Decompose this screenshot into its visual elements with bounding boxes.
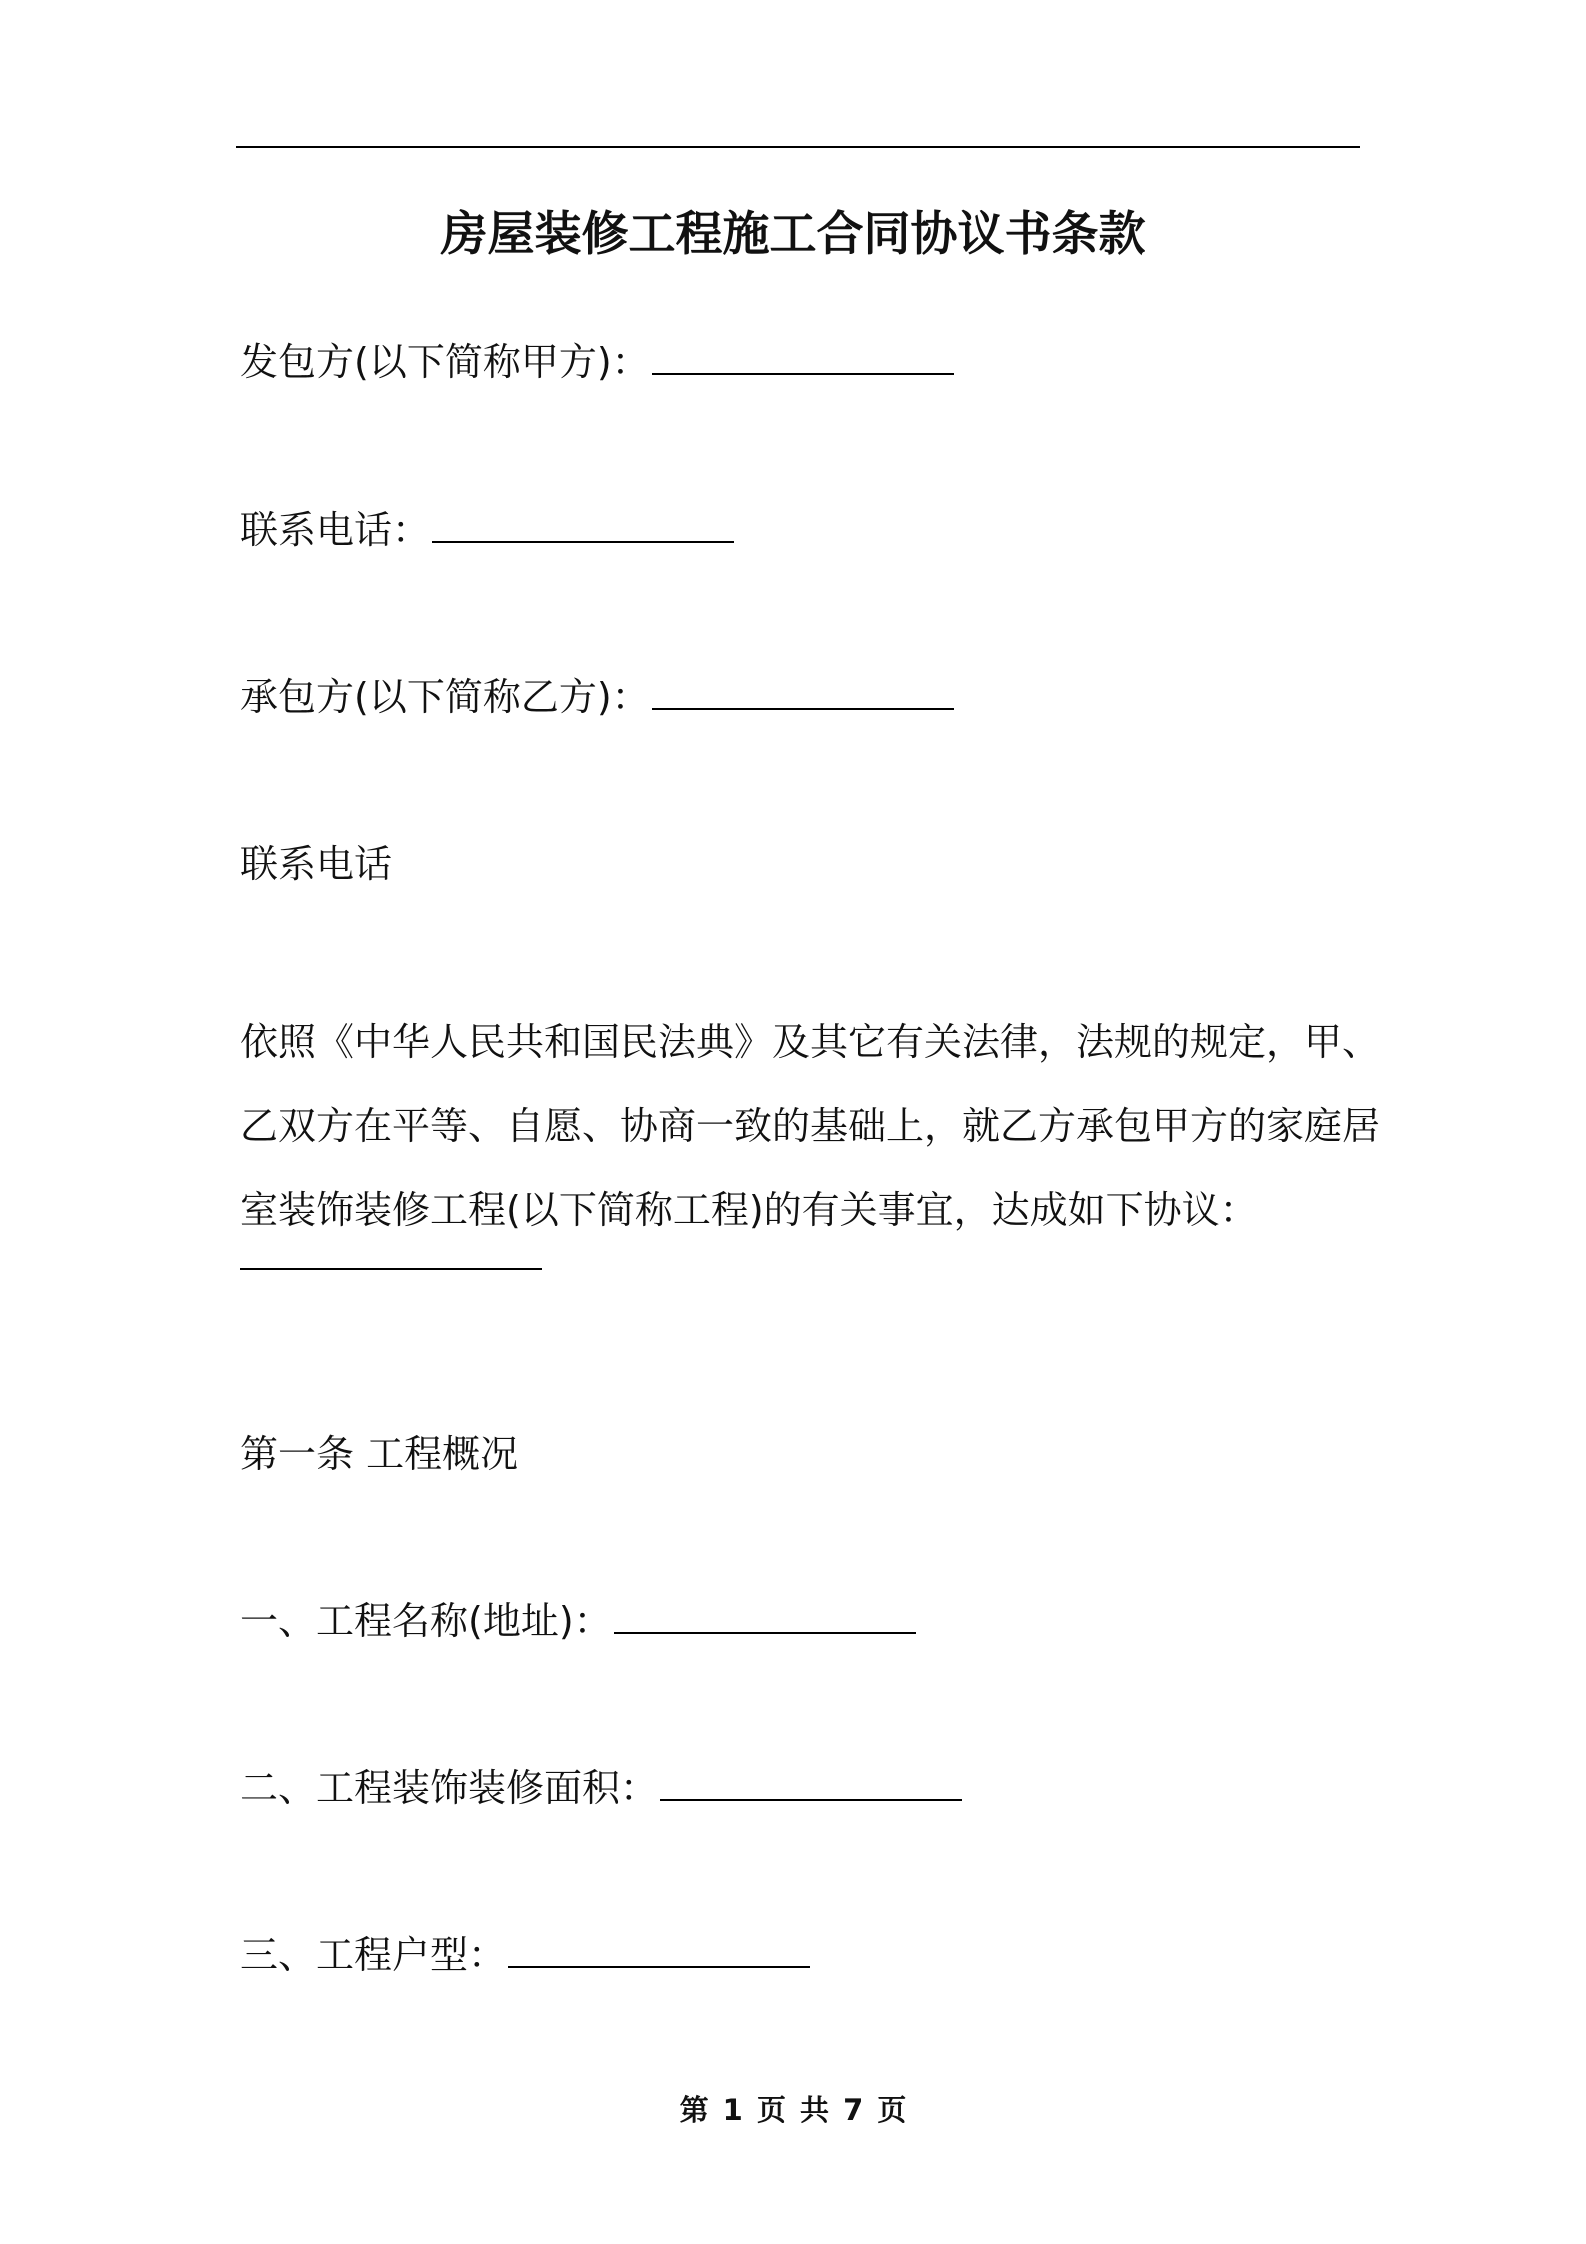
project-area-blank [660, 1759, 962, 1801]
phone-b-field [240, 834, 392, 894]
preamble-line: 室装饰装修工程(以下简称工程)的有关事宜，达成如下协议： [240, 1188, 1258, 1232]
preamble-line: 依照《中华人民共和国民法典》及其它有关法律，法规的规定，甲、 [240, 1020, 1381, 1064]
article-1-heading: 第一条 工程概况 [240, 1432, 519, 1476]
article-1-item-2 [240, 1758, 962, 1818]
article-1-item-3 [240, 1925, 810, 1985]
phone-a-label: 联系电话： [240, 508, 431, 552]
party-b-label: 承包方(以下简称乙方)： [240, 675, 650, 719]
phone-a-field [240, 500, 734, 560]
header-rule [236, 146, 1360, 148]
project-layout-label: 三、工程户型： [240, 1933, 507, 1977]
preamble-paragraph [240, 1000, 1381, 1252]
party-b-blank [652, 668, 954, 710]
page-number-footer: 第 1 页 共 7 页 [679, 2093, 907, 2127]
preamble-blank [240, 1268, 542, 1270]
party-b-field [240, 667, 954, 727]
phone-a-blank [432, 501, 734, 543]
project-layout-blank [508, 1926, 810, 1968]
phone-b-label: 联系电话 [240, 842, 393, 886]
article-1-item-1 [240, 1591, 916, 1651]
party-a-field [240, 332, 954, 392]
project-area-label: 二、工程装饰装修面积： [240, 1766, 659, 1810]
preamble-line: 乙双方在平等、自愿、协商一致的基础上，就乙方承包甲方的家庭居 [240, 1104, 1381, 1148]
party-a-label: 发包方(以下简称甲方)： [240, 340, 650, 384]
project-name-blank [614, 1592, 916, 1634]
party-a-blank [652, 333, 954, 375]
document-title: 房屋装修工程施工合同协议书条款 [440, 207, 1146, 262]
project-name-label: 一、工程名称(地址)： [240, 1599, 612, 1643]
